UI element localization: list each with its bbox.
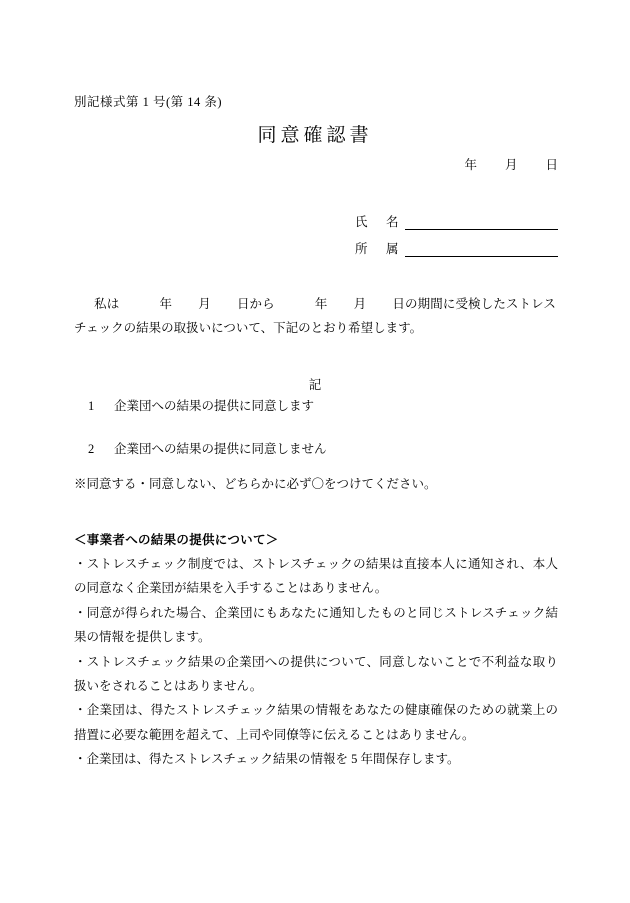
page-title: 同意確認書 — [257, 125, 373, 146]
end-month-label: 月 — [353, 297, 367, 311]
list-item: ・ストレスチェック結果の企業団への提供について、同意しないことで不利益な取り扱いをされることはありません。 — [74, 654, 558, 693]
end-year-label: 年 — [314, 297, 328, 311]
signature-fields — [355, 212, 558, 266]
option-2-number: 2 — [88, 442, 95, 456]
list-item: ・企業団は、得たストレスチェック結果の情報をあなたの健康確保のための就業上の措置に必要な範囲を超えて、上司や同僚等に伝えることはありません。 — [74, 703, 558, 742]
form-number: 別記様式第 1 号(第 14 条) — [74, 95, 223, 109]
affiliation-field-label: 所 属 — [355, 242, 402, 256]
start-month-label: 月 — [198, 297, 211, 311]
name-field-input[interactable] — [405, 215, 558, 230]
start-year-label: 年 — [159, 297, 173, 311]
date-year-label: 年 — [464, 158, 477, 172]
option-1-label: 企業団への結果の提供に同意します — [114, 399, 315, 413]
bullet-list — [74, 552, 558, 771]
end-day-text: 日の期間に受検したストレスチェックの結果の取扱いについて、下記のとおり希望します。 — [74, 297, 556, 336]
date-line — [464, 155, 558, 173]
body-paragraph — [74, 292, 556, 341]
list-item: ・企業団は、得たストレスチェック結果の情報を 5 年間保存します。 — [74, 752, 460, 766]
affiliation-field-row — [355, 239, 558, 257]
option-item-1[interactable] — [88, 396, 314, 414]
date-day-label: 日 — [545, 158, 558, 172]
instruction-note: ※同意する・同意しない、どちらかに必ず〇をつけてください。 — [74, 477, 437, 491]
date-month-label: 月 — [504, 158, 518, 172]
list-item: ・同意が得られた場合、企業団にもあなたに通知したものと同じストレスチェック結果の情報を提供します。 — [74, 605, 558, 645]
body-lead: 私は — [94, 297, 120, 311]
name-field-row — [355, 212, 558, 230]
option-2-label: 企業団への結果の提供に同意しません — [114, 442, 327, 456]
section-heading: ＜事業者への結果の提供について＞ — [74, 533, 279, 547]
option-1-number: 1 — [88, 399, 95, 413]
option-item-2[interactable] — [88, 439, 327, 457]
affiliation-field-input[interactable] — [405, 242, 558, 257]
ki-marker: 記 — [308, 378, 322, 392]
start-day-label: 日から — [236, 297, 275, 311]
name-field-label: 氏 名 — [355, 215, 402, 229]
list-item: ・ストレスチェック制度では、ストレスチェックの結果は直接本人に通知され、本人の同意なく企業団が結果を入手することはありません。 — [74, 557, 558, 596]
